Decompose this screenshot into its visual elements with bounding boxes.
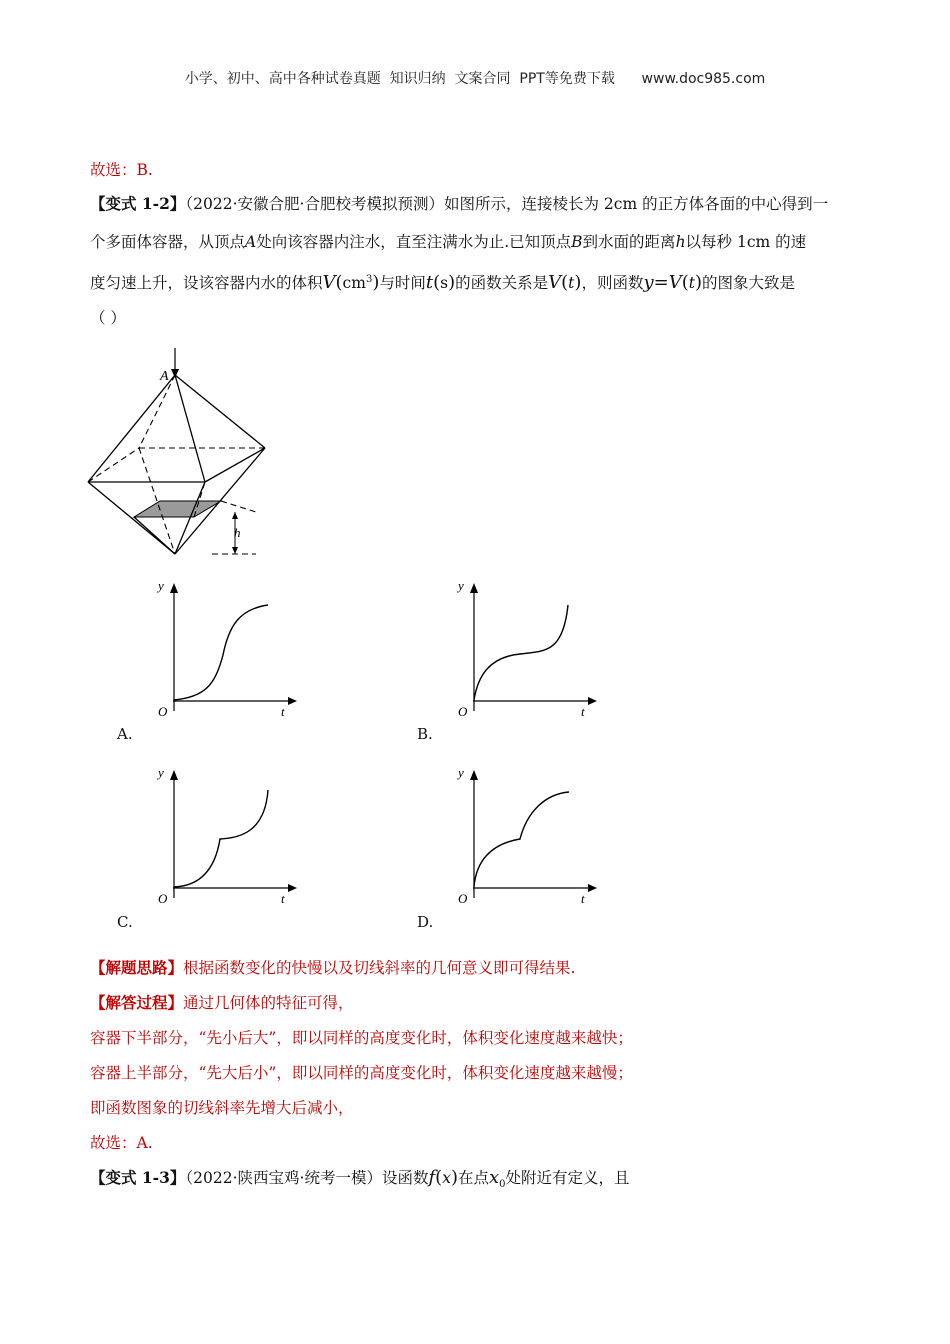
unit-s: s [440, 274, 449, 293]
x-axis-arrow [588, 884, 597, 892]
y-axis-arrow [170, 770, 178, 780]
idea-text: 根据函数变化的快慢以及切线斜率的几何意义即可得结果. [183, 959, 576, 977]
idea-tag: 【解题思路】 [90, 958, 184, 977]
problem-text: 的图象大致是 [702, 274, 796, 293]
header-site: www.doc985.com [641, 71, 766, 87]
func-v: V [668, 272, 682, 294]
problem-text: 到水面的距离 [582, 233, 676, 251]
var-x: x [442, 1169, 451, 1187]
origin-label: O [458, 891, 468, 906]
y-label: y [458, 578, 464, 593]
solution-idea [90, 957, 575, 979]
point-a: A [245, 233, 257, 251]
problem-text: 个多面体容器，从顶点 [90, 233, 246, 251]
solution-line-slope: 即函数图象的切线斜率先增大后减小， [90, 1099, 354, 1117]
problem-tag: 【变式 1-2】 [90, 194, 186, 213]
label-a: A [160, 369, 169, 384]
t-label: t [281, 704, 285, 719]
problem-text: 处附近有定义，且 [505, 1169, 630, 1187]
func-t: t [688, 274, 695, 293]
problem-source: （2022·安徽合肥·合肥校考模拟预测） [185, 195, 444, 213]
problem-text: 设函数 [381, 1169, 429, 1187]
var-v: V [322, 272, 336, 294]
page-header [0, 68, 950, 88]
choice-d-graph [445, 762, 605, 912]
var-h: h [675, 233, 686, 251]
choice-a-label[interactable]: A. [117, 725, 133, 743]
equals-sign: = [653, 272, 669, 294]
solution-process [90, 992, 354, 1014]
process-tag: 【解答过程】 [90, 993, 184, 1012]
h-arrow-down [232, 547, 238, 554]
y-axis-arrow [470, 770, 478, 780]
unit-cm: cm [342, 274, 366, 293]
x0-subscript: 0 [499, 1179, 506, 1191]
x-axis-arrow [288, 697, 297, 705]
problem-text: 的函数关系是 [455, 274, 549, 293]
choice-c-graph [145, 762, 305, 912]
problem-1-2-line2 [90, 231, 806, 253]
y-axis-arrow [470, 583, 478, 593]
origin-label: O [158, 704, 168, 719]
y-axis-arrow [170, 583, 178, 593]
h-arrow-up [232, 512, 238, 519]
unit-exp: 3 [365, 274, 373, 285]
x-axis-arrow [588, 697, 597, 705]
problem-text: 在点 [457, 1169, 489, 1187]
label-h: h [234, 525, 241, 540]
choice-c-label[interactable]: C. [117, 913, 133, 931]
func-t: t [568, 274, 575, 293]
origin-label: O [158, 891, 168, 906]
problem-text: 如图所示，连接棱长为 2cm 的正方体各面的中心得到一 [443, 195, 829, 213]
curve [474, 792, 569, 887]
solution-answer: 故选：A. [90, 1134, 153, 1152]
octahedron-figure [80, 340, 280, 565]
problem-1-2-line3: 度匀速上升，设该容器内水的体积$V(cm^3)$与时间t(s)的函数关系是V(t)，则函数y=V(t)的图象大致是 [90, 272, 796, 294]
problem-text: ，则函数 [581, 274, 644, 293]
y-label: y [458, 765, 464, 780]
var-x0: x [488, 1167, 500, 1188]
t-label: t [281, 891, 285, 906]
t-label: t [581, 704, 585, 719]
choice-b-label[interactable]: B. [417, 725, 433, 743]
problem-1-2-line1 [90, 193, 828, 215]
solution-line-upper: 容器上半部分，“先大后小”，即以同样的高度变化时，体积变化速度越来越慢； [90, 1064, 633, 1082]
var-y: y [643, 272, 654, 294]
problem-text: 度匀速上升，设该容器内水的体积 [90, 274, 323, 293]
problem-text: 以每秒 1cm 的速 [685, 233, 807, 251]
var-t: t [425, 272, 434, 294]
choice-d-label[interactable]: D. [417, 913, 434, 931]
choice-b-graph [445, 575, 605, 725]
problem-text: 与时间 [379, 274, 426, 293]
problem-1-3: 【变式 1-3】（2022·陕西宝鸡·统考一模）设函数f(x)在点$x_0$处附近有定义，且 [90, 1167, 630, 1191]
problem-text: 处向该容器内注水，直至注满水为止.已知顶点 [256, 233, 572, 251]
x-axis-arrow [288, 884, 297, 892]
solution-line-lower: 容器下半部分，“先小后大”，即以同样的高度变化时，体积变化速度越来越快； [90, 1029, 633, 1047]
t-label: t [581, 891, 585, 906]
func-v: V [548, 272, 562, 294]
y-label: y [158, 578, 164, 593]
curve [474, 605, 568, 700]
problem-tag: 【变式 1-3】 [90, 1168, 186, 1187]
origin-label: O [458, 704, 468, 719]
curve [174, 605, 268, 700]
func-f: f [428, 1167, 436, 1188]
answer-blank: （ ） [90, 309, 126, 327]
choice-a-graph [145, 575, 305, 725]
prev-answer: 故选：B. [90, 161, 153, 179]
y-label: y [158, 765, 164, 780]
point-b: B [571, 233, 583, 251]
problem-source: （2022·陕西宝鸡·统考一模） [185, 1169, 382, 1187]
process-text: 通过几何体的特征可得， [183, 994, 354, 1012]
header-text: 小学、初中、高中各种试卷真题 知识归纳 文案合同 PPT等免费下载 [184, 71, 615, 87]
curve [174, 790, 268, 887]
